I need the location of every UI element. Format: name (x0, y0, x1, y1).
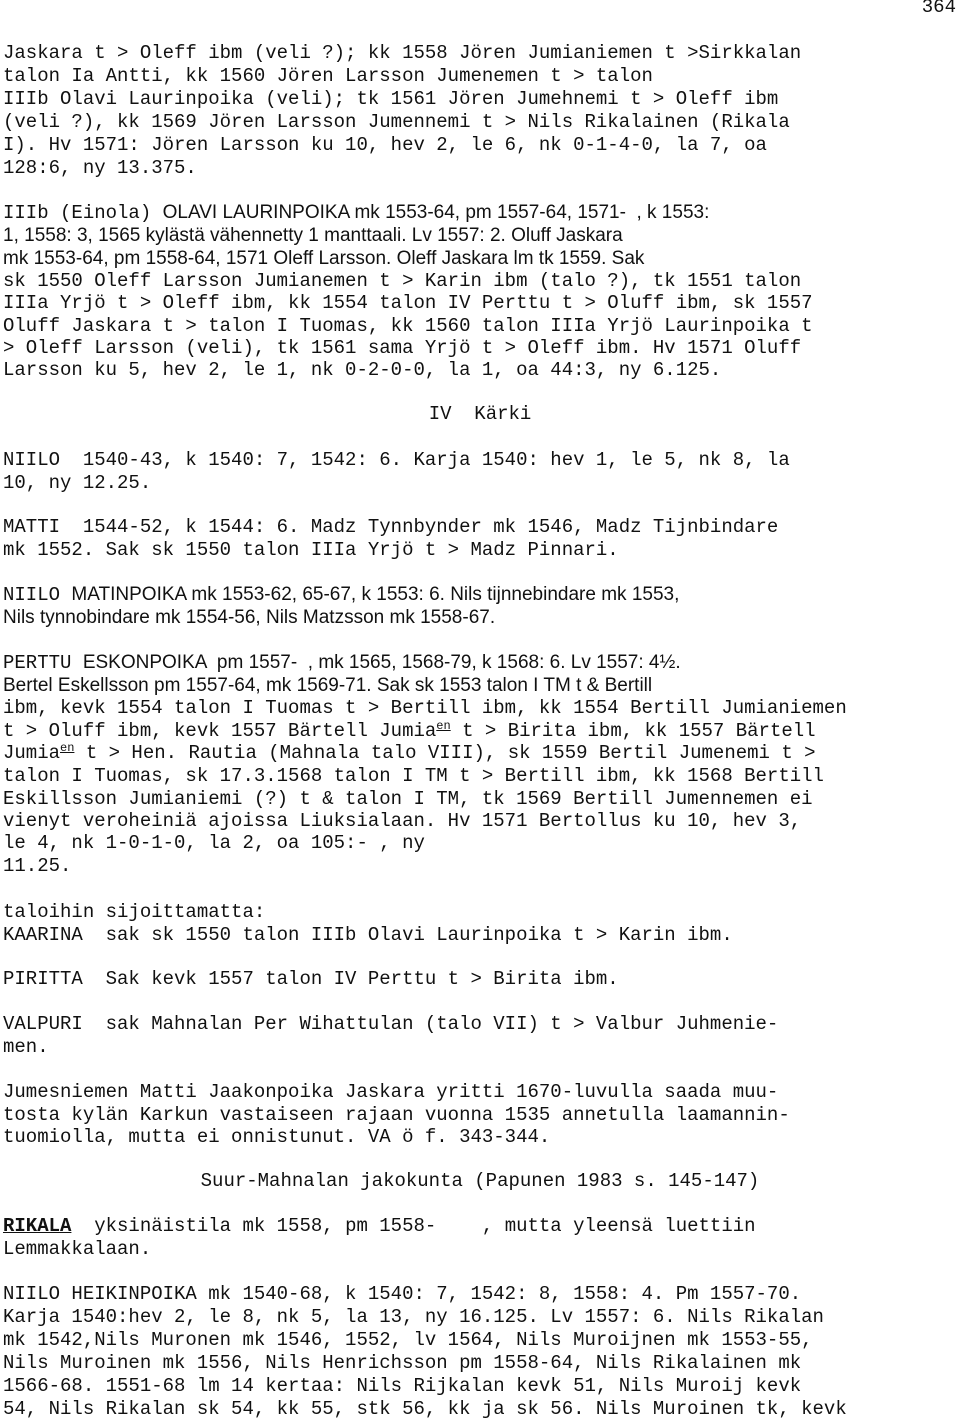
text-line (3, 607, 495, 629)
text-segment: MATINPOIKA mk 1553-62, 65-67, k 1553: 6. Nils tijnnebindare mk 1553, (71, 584, 680, 605)
text-segment: Nils Muroinen mk 1556, Nils Henrichsson pm 1558-64, Nils Rikalainen mk (3, 1352, 802, 1374)
text-segment: Karja 1540:hev 2, le 8, nk 5, la 13, ny 16.125. Lv 1557: 6. Nils Rikalan (3, 1306, 824, 1328)
text-segment: talon Ia Antti, kk 1560 Jören Larsson Jumenemen t > talon (3, 65, 653, 87)
text-segment: NIILO 1540-43, k 1540: 7, 1542: 6. Karja 1540: hev 1, le 5, nk 8, la (3, 449, 790, 471)
text-line (3, 88, 778, 110)
text-line (3, 1375, 801, 1397)
text-line (3, 832, 425, 854)
text-segment: MATTI 1544-52, k 1544: 6. Madz Tynnbynder mk 1546, Madz Tijnbindare (3, 516, 779, 538)
text-line (3, 315, 813, 337)
text-line (3, 1329, 813, 1351)
text-segment: vienyt veroheiniä ajoissa Liuksialaan. Hv 1571 Bertollus ku 10, hev 3, (3, 810, 802, 832)
text-segment: taloihin sijoittamatta: (3, 901, 266, 923)
text-segment: OLAVI LAURINPOIKA mk 1553-64, pm 1557-64, 1571- , k 1553: (162, 202, 710, 223)
text-segment: tuomiolla, mutta ei onnistunut. VA ö f. 343-344. (3, 1126, 551, 1148)
text-segment: le 4, nk 1-0-1-0, la 2, oa 105:- , ny (3, 832, 425, 854)
text-line (3, 1013, 778, 1035)
text-line (3, 65, 653, 87)
text-line (3, 359, 721, 381)
text-segment: 10, ny 12.25. (3, 472, 152, 494)
text-segment: Eskillsson Jumianiemi (?) t & talon I TM, tk 1569 Bertill Jumennemen ei (3, 788, 813, 810)
section-heading-jakokunta: Suur-Mahnalan jakokunta (Papunen 1983 s. 145-147) (200, 1170, 760, 1192)
text-line (3, 1283, 801, 1305)
text-segment: mk 1552. Sak sk 1550 talon IIIa Yrjö t > Madz Pinnari. (3, 539, 619, 561)
text-segment: PIRITTA Sak kevk 1557 talon IV Perttu t > Birita ibm. (3, 968, 619, 990)
text-line (3, 248, 644, 270)
text-line (3, 292, 813, 314)
text-line (3, 1306, 824, 1328)
text-line (3, 225, 623, 247)
text-segment: Jumia (3, 742, 61, 764)
text-line (3, 1081, 778, 1103)
text-segment: 11.25. (3, 855, 72, 877)
text-segment: t > Oluff ibm, kevk 1557 Bärtell Jumia (3, 720, 437, 742)
text-segment: KAARINA sak sk 1550 talon IIIb Olavi Laurinpoika t > Karin ibm. (3, 924, 733, 946)
text-line (3, 111, 790, 133)
text-line (3, 697, 847, 719)
superscript-text: en (436, 719, 451, 733)
text-segment: PERTTU (3, 652, 83, 674)
text-line (3, 449, 790, 471)
text-segment: Bertel Eskellsson pm 1557-64, mk 1569-71. Sak sk 1553 talon I TM t & Bertill (3, 675, 653, 696)
text-line (3, 720, 816, 742)
text-segment: Lemmakkalaan. (3, 1238, 152, 1260)
text-segment: sk 1550 Oleff Larsson Jumianemen t > Karin ibm (talo ?), tk 1551 talon (3, 270, 802, 292)
text-segment: t > Hen. Rautia (Mahnala talo VIII), sk 1559 Bertil Jumenemi t > (74, 742, 816, 764)
text-line (3, 539, 619, 561)
section-heading-karki: IV Kärki (428, 403, 532, 425)
text-segment: men. (3, 1036, 49, 1058)
text-line (3, 765, 824, 787)
text-segment: talon I Tuomas, sk 17.3.1568 talon I TM t > Bertill ibm, kk 1568 Bertill (3, 765, 824, 787)
text-segment: 128:6, ny 13.375. (3, 157, 197, 179)
text-segment: (veli ?), kk 1569 Jören Larsson Jumennemi t > Nils Rikalainen (Rikala (3, 111, 790, 133)
text-line (3, 901, 265, 923)
page-number: 364 (921, 0, 956, 18)
text-line (3, 810, 801, 832)
text-segment: > Oleff Larsson (veli), tk 1561 sama Yrjö t > Oleff ibm. Hv 1571 Oluff (3, 337, 802, 359)
text-segment: NIILO HEIKINPOIKA mk 1540-68, k 1540: 7, 1542: 8, 1558: 4. Pm 1557-70. (3, 1283, 802, 1305)
text-segment: 1566-68. 1551-68 lm 14 kertaa: Nils Rijkalan kevk 51, Nils Muroij kevk (3, 1375, 802, 1397)
text-segment: Nils tynnobindare mk 1554-56, Nils Matzsson mk 1558-67. (3, 607, 496, 628)
superscript-text: en (60, 741, 75, 755)
text-line (3, 788, 813, 810)
text-segment: tosta kylän Karkun vastaiseen rajaan vuonna 1535 annetulla laamannin- (3, 1104, 790, 1126)
text-segment: yksinäistila mk 1558, pm 1558- , mutta yleensä luettiin (71, 1215, 756, 1237)
text-line (3, 202, 709, 224)
text-line (3, 1104, 790, 1126)
text-segment: Jaskara t > Oleff ibm (veli ?); kk 1558 Jören Jumianiemen t >Sirkkalan (3, 42, 802, 64)
text-segment: IIIa Yrjö t > Oleff ibm, kk 1554 talon IV Perttu t > Oluff ibm, sk 1557 (3, 292, 813, 314)
text-line (3, 42, 801, 64)
text-line (3, 742, 816, 764)
text-line (3, 157, 197, 179)
text-line (3, 584, 679, 606)
text-line (3, 652, 681, 674)
text-segment: Oluff Jaskara t > talon I Tuomas, kk 1560 talon IIIa Yrjö Laurinpoika t (3, 315, 813, 337)
bold-heading-text: RIKALA (3, 1215, 72, 1237)
text-segment: 1, 1558: 3, 1565 kylästä vähennetty 1 manttaali. Lv 1557: 2. Oluff Jaskara (3, 225, 623, 246)
text-segment: Jumesniemen Matti Jaakonpoika Jaskara yritti 1670-luvulla saada muu- (3, 1081, 779, 1103)
text-segment: IIIb (Einola) (3, 202, 163, 224)
text-line (3, 134, 767, 156)
text-line (3, 1036, 49, 1058)
text-line (3, 1215, 756, 1237)
text-segment: ESKONPOIKA pm 1557- , mk 1565, 1568-79, k 1568: 6. Lv 1557: 4½. (82, 652, 681, 673)
text-line (3, 516, 778, 538)
text-line (3, 472, 151, 494)
text-line (3, 270, 801, 292)
text-segment: NIILO (3, 584, 72, 606)
text-line (3, 1398, 847, 1420)
text-line (3, 855, 71, 877)
text-segment: I). Hv 1571: Jören Larsson ku 10, hev 2, le 6, nk 0-1-4-0, la 7, oa (3, 134, 767, 156)
text-line (3, 1238, 151, 1260)
text-segment: Larsson ku 5, hev 2, le 1, nk 0-2-0-0, la 1, oa 44:3, ny 6.125. (3, 359, 722, 381)
text-segment: mk 1553-64, pm 1558-64, 1571 Oleff Larsson. Oleff Jaskara lm tk 1559. Sak (3, 248, 645, 269)
text-segment: mk 1542,Nils Muronen mk 1546, 1552, lv 1564, Nils Muroijnen mk 1553-55, (3, 1329, 813, 1351)
text-line (3, 337, 801, 359)
text-segment: t > Birita ibm, kk 1557 Bärtell (450, 720, 816, 742)
text-line (3, 1126, 550, 1148)
text-segment: ibm, kevk 1554 talon I Tuomas t > Bertill ibm, kk 1554 Bertill Jumianiemen (3, 697, 847, 719)
text-segment: VALPURI sak Mahnalan Per Wihattulan (talo VII) t > Valbur Juhmenie- (3, 1013, 779, 1035)
text-line (3, 968, 619, 990)
text-segment: 54, Nils Rikalan sk 54, kk 55, stk 56, kk ja sk 56. Nils Muroinen tk, kevk (3, 1398, 847, 1420)
text-line (3, 1352, 801, 1374)
text-segment: IIIb Olavi Laurinpoika (veli); tk 1561 Jören Jumehnemi t > Oleff ibm (3, 88, 779, 110)
text-line (3, 675, 652, 697)
text-line (3, 924, 733, 946)
